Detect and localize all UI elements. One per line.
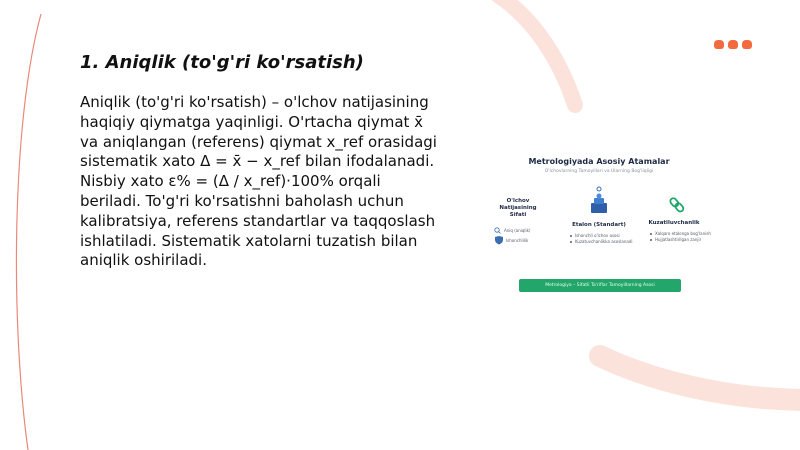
figure-banner: Metrologiya – Sifatli Ta'riflar Tamoyillarning Asosi [519,279,681,292]
list-item: Xalqaro etalonga bog'lanish [650,231,711,236]
list-item: Ishonchlilik [506,238,529,243]
accent-dot [742,40,752,49]
list-item: Ishonchli o'lchov asosi [570,233,620,238]
accent-dot [728,40,738,49]
left-curve-line [16,14,41,450]
accent-dot [714,40,724,49]
accent-dots [714,40,752,49]
slide-body-text: Aniqlik (to'g'ri ko'rsatish) – o'lchov natijasining haqiqiy qiymatga yaqinligi. O'rtacha qiymat x̄ va aniqlangan (referens) qiymat x_ref orasidagi sistematik xato Δ = x̄ − x_ref bilan ifodalanadi. Nisbiy xato ε% = (Δ / x_ref)·100% orqali beriladi. To'g'ri ko'rsatishni baholash uchun kalibratsiya, referens standartlar va taqqoslash ishlatiladi. Sistematik xatolarni tuzatish bilan aniqlik oshiriladi. [80,93,437,270]
bottom-right-arc [600,356,800,400]
standard-icon [591,194,607,214]
connector-dot-icon [597,187,601,191]
shield-icon [495,236,503,245]
figure-title: Metrologiyada Asosiy Atamalar [528,157,670,166]
list-item: Kuzatuvchanlikka asoslanadi [570,239,632,244]
column-title-traceability: Kuzatiluvchanlik [648,220,700,226]
terms-figure [484,148,714,308]
column-title-standard: Etalon (Standart) [572,222,626,228]
list-item: Aniq (aniqlik) [504,228,531,233]
column-title-quality: O'lchov Natijasining Sifati [499,198,537,218]
slide-title: 1. Aniqlik (to'g'ri ko'rsatish) [80,52,364,73]
figure-subtitle: O'lchovlarning Tamoyillari va Ularning Bog'liqligi [544,169,654,174]
search-icon [495,228,501,234]
top-right-arc [498,0,575,105]
list-item: Hujjatlashtirilgan zanjir [650,237,701,242]
chain-link-icon [669,197,684,213]
